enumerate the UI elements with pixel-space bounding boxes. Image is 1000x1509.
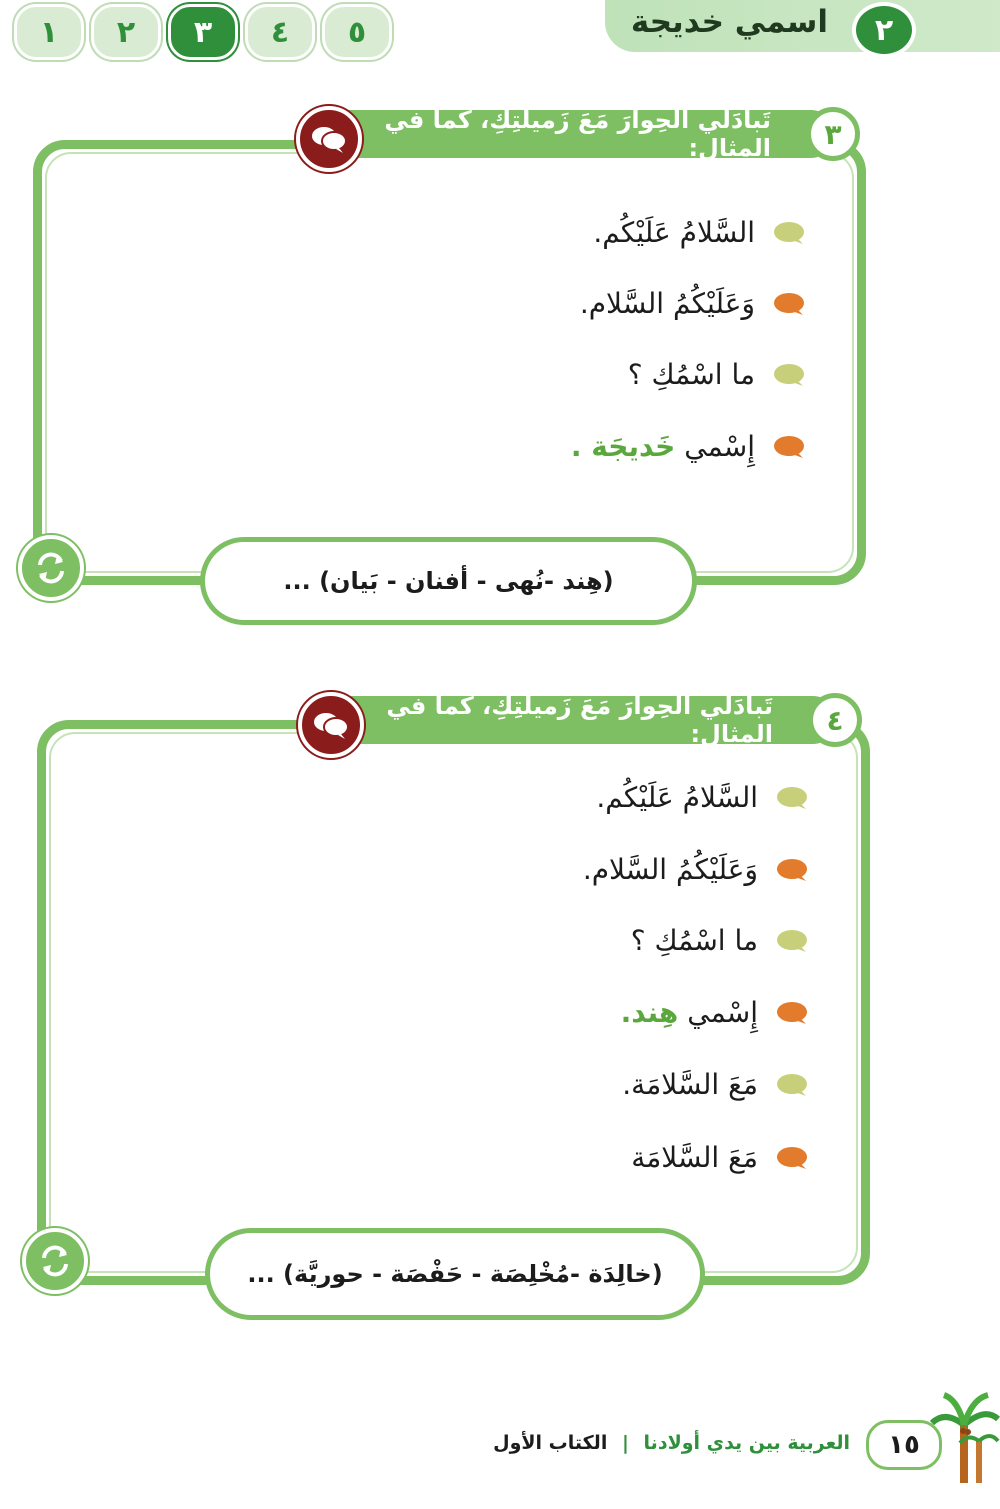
lesson-number-badge: ٢ bbox=[852, 2, 916, 58]
exercise-4-names: (خالِدَة -مُخْلِصَة - حَفْصَة - حوريَّة) ... bbox=[205, 1228, 705, 1320]
dialog-line bbox=[622, 1068, 808, 1101]
speech-bubble-icon bbox=[776, 1001, 808, 1025]
book-name: العربية بين يدي أولادنا bbox=[643, 1432, 850, 1454]
cycle-arrows-icon bbox=[18, 535, 84, 601]
dialog-line bbox=[583, 853, 808, 886]
speech-bubble-icon bbox=[773, 292, 805, 316]
speech-bubble-icon bbox=[773, 435, 805, 459]
dialog-text: وَعَلَيْكُمُ السَّلام. bbox=[582, 853, 758, 886]
dialog-line bbox=[628, 358, 805, 391]
lesson-tab-1[interactable]: ١ bbox=[14, 4, 84, 60]
speech-bubble-icon bbox=[773, 363, 805, 387]
lesson-tab-4[interactable]: ٤ bbox=[245, 4, 315, 60]
page-number: ١٥ bbox=[866, 1420, 942, 1470]
speech-bubble-icon bbox=[776, 929, 808, 953]
lesson-tab-2[interactable]: ٢ bbox=[91, 4, 161, 60]
dialog-text: وَعَلَيْكُمُ السَّلام. bbox=[579, 287, 755, 320]
dialog-line bbox=[596, 781, 808, 814]
dialog-line bbox=[621, 996, 808, 1029]
dialog-text: مَعَ السَّلامَة bbox=[631, 1141, 758, 1174]
lesson-tab-5[interactable]: ٥ bbox=[322, 4, 392, 60]
speech-bubble-icon bbox=[776, 1146, 808, 1170]
book-part: الكتاب الأول bbox=[493, 1432, 608, 1454]
dialog-text bbox=[571, 430, 755, 463]
exercise-3-instruction-bar bbox=[300, 106, 835, 162]
speech-bubble-icon bbox=[776, 858, 808, 882]
exercise-4-number: ٤ bbox=[808, 693, 862, 747]
dialog-line bbox=[593, 216, 805, 249]
dialog-text-main: إِسْمي bbox=[687, 996, 758, 1029]
lesson-tab-3[interactable]: ٣ bbox=[168, 4, 238, 60]
dialog-text bbox=[621, 996, 758, 1029]
dialog-text: ما اسْمُكِ ؟ bbox=[627, 358, 755, 391]
dialog-text: السَّلامُ عَلَيْكُم. bbox=[593, 216, 755, 249]
dialog-highlight-name: خَديجَة . bbox=[570, 430, 676, 463]
talk-bubbles-icon bbox=[298, 692, 364, 758]
cycle-arrows-icon bbox=[22, 1228, 88, 1294]
exercise-4-instruction: تَبادَلي الحِوارَ مَعَ زَميلَتِكِ، كَما في المِثالِ: bbox=[386, 692, 773, 748]
title-separator: | bbox=[621, 1432, 629, 1454]
dialog-text: السَّلامُ عَلَيْكُم. bbox=[596, 781, 758, 814]
palm-tree-icon bbox=[930, 1385, 1000, 1485]
dialog-highlight-name: هِند. bbox=[620, 996, 679, 1029]
exercise-3-number: ٣ bbox=[806, 107, 860, 161]
dialog-line bbox=[631, 924, 808, 957]
speech-bubble-icon bbox=[776, 1073, 808, 1097]
lesson-title: اسمي خديجة bbox=[630, 4, 828, 40]
exercise-4-instruction-bar bbox=[302, 692, 837, 748]
speech-bubble-icon bbox=[773, 221, 805, 245]
dialog-line bbox=[580, 287, 805, 320]
book-title bbox=[493, 1432, 850, 1454]
dialog-text: مَعَ السَّلامَة. bbox=[622, 1068, 758, 1101]
exercise-3-instruction: تَبادَلي الحِوارَ مَعَ زَميلَتِكِ، كَما في المِثالِ: bbox=[384, 106, 771, 162]
dialog-line bbox=[631, 1141, 808, 1174]
exercise-3-names: (هِند -نُهى - أفنان - بَيان) ... bbox=[200, 537, 697, 625]
dialog-text: ما اسْمُكِ ؟ bbox=[630, 924, 758, 957]
dialog-line bbox=[571, 430, 805, 463]
dialog-text-main: إِسْمي bbox=[684, 430, 755, 463]
lesson-tabs bbox=[14, 4, 404, 60]
speech-bubble-icon bbox=[776, 786, 808, 810]
talk-bubbles-icon bbox=[296, 106, 362, 172]
